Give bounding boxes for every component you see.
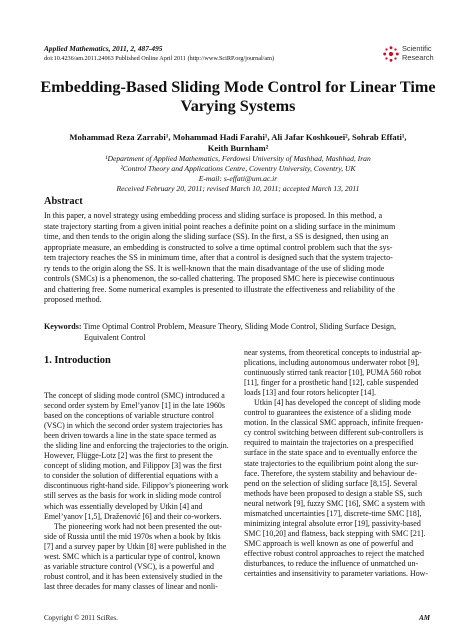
title-line-1: Embedding-Based Sliding Mode Control for Linear Time	[40, 78, 436, 96]
right-column	[244, 348, 430, 579]
intro-line: still serves as the basis for work in sliding mode control	[44, 491, 222, 501]
intro-line: surface in the state space and to eventually enforce the	[244, 448, 418, 458]
intro-line: loads [13] and four rotors helicopter [14].	[244, 388, 377, 398]
intro-line: minimizing integral absolute error [19], passivity-based	[244, 518, 421, 528]
scientific-research-logo-icon	[382, 45, 400, 63]
intro-line: last three decades for many classes of linear and nonli-	[44, 581, 218, 591]
intro-line: as variable structure control (VSC), is a powerful and	[44, 561, 214, 571]
intro-line: mismatched uncertainties [17], discrete-time SMC [18],	[244, 508, 422, 518]
abstract-line: time, and then tends to the origin along the sliding surface (SS). In the first, a SS is designed, then using an	[44, 232, 389, 242]
abstract-line: tem trajectory reaches the SS in minimum time, after that a control is designed such that the system trajecto-	[44, 253, 393, 263]
authors-line-1: Mohammad Reza Zarrabi¹, Mohammad Hadi Farahi¹, Ali Jafar Koshkouei², Sohrab Effati¹,	[69, 132, 407, 142]
intro-line: disturbances, to reduce the influence of unmatched un-	[244, 558, 419, 568]
intro-line: motion. In the classical SMC approach, infinite frequen-	[244, 418, 424, 428]
journal-abbreviation: AM	[419, 614, 430, 622]
intro-line: to consider the solution of differential equations with a	[44, 471, 218, 481]
intro-line: near systems, from theoretical concepts to industrial ap-	[244, 348, 422, 357]
author-email[interactable]: E-mail: s-effati@um.ac.ir	[198, 174, 278, 183]
author-list	[40, 132, 436, 154]
intro-line: state trajectories to the equilibrium point along the sur-	[244, 458, 419, 468]
keywords-line-1: Time Optimal Control Problem, Measure Theory, Sliding Mode Control, Sliding Surface Design,	[81, 322, 397, 331]
paper-title	[40, 78, 436, 115]
intro-line: certainties and insensitivity to parameter variations. How-	[244, 569, 429, 579]
logo-text	[402, 45, 434, 62]
intro-line: which was essentially developed by Utkin [4] and	[44, 501, 203, 511]
intro-line: robust control, and it has been extensively studied in the	[44, 571, 223, 581]
copyright-notice: Copyright © 2011 SciRes.	[44, 614, 118, 622]
intro-line: cy control switching between different sub-controllers is	[244, 428, 424, 438]
abstract-body	[44, 211, 430, 306]
abstract-line: and chattering free. Some numerical examples is presented to illustrate the effectiveness and reliability of the	[44, 284, 396, 294]
intro-line: pend on the selection of sliding surface [8,15]. Several	[244, 478, 418, 488]
intro-line: required to maintain the trajectories on a prespecified	[244, 438, 414, 448]
abstract-heading: Abstract	[44, 196, 83, 207]
intro-line: The pioneering work had not been presented the out-	[54, 521, 222, 531]
intro-line: concept of sliding motion, and Filippov [3] was the first	[44, 461, 222, 471]
authors-line-2: Keith Burnham²	[207, 143, 269, 153]
abstract-line: controls (SMCs) is a phenomenon, the so-called chattering. The proposed SMC here is piecewise continuous	[44, 274, 395, 284]
keywords-line-2: Equivalent Control	[84, 332, 146, 342]
logo-line-1: Scientific	[402, 44, 432, 53]
title-line-2: Varying Systems	[180, 96, 296, 115]
abstract-line: appropriate measure, an embedding is constructed to solve a time optimal control problem such that the sys-	[44, 242, 393, 252]
page-footer	[44, 614, 430, 626]
abstract-line: ry tends to the origin along the SS. It is well-known that the main disadvantage of the use of sliding mode	[44, 263, 385, 273]
intro-line: effective robust control approaches to reject the matched	[244, 548, 424, 558]
intro-line: the sliding line and enforcing the trajectories to the origin.	[44, 441, 229, 451]
intro-line: SMC approach is well known as one of powerful and	[244, 538, 414, 548]
journal-citation: Applied Mathematics, 2011, 2, 487-495	[44, 44, 163, 53]
keywords	[44, 322, 430, 343]
intro-line: (VSC) in which the second order system trajectories has	[44, 421, 223, 431]
intro-line: second order system by Emel’yanov [1] in the late 1960s	[44, 401, 225, 411]
page-header	[44, 44, 464, 78]
received-dates: Received February 20, 2011; revised March 10, 2011; accepted March 13, 2011	[116, 184, 360, 193]
intro-line: SMC [10,20] and flatness, back stepping with SMC [21].	[244, 528, 426, 538]
abstract-line: In this paper, a novel strategy using embedding process and sliding surface is proposed. In this method, a	[44, 211, 383, 220]
logo-line-2: Research	[402, 52, 434, 62]
introduction-heading: 1. Introduction	[44, 355, 111, 366]
keywords-label: Keywords:	[44, 322, 82, 331]
intro-line: face. Therefore, the system stability and behaviour de-	[244, 468, 417, 478]
intro-line: continuously stirred tank reactor [10], PUMA 560 robot	[244, 368, 422, 378]
abstract-line: proposed method.	[44, 295, 102, 305]
intro-line: The concept of sliding mode control (SMC) introduced a	[44, 391, 225, 400]
intro-line: However, Flügge-Lotz [2] was the first to present the	[44, 451, 213, 461]
intro-line: west. SMC which is a particular type of control, known	[44, 551, 221, 561]
intro-line: based on the conceptions of variable structure control	[44, 411, 214, 421]
intro-line: [11], finger for a prosthetic hand [12], cable suspended	[244, 378, 419, 388]
intro-line: discontinuous right-hand side. Filippov’s pioneering work	[44, 481, 229, 491]
doi-line[interactable]: doi:10.4236/am.2011.24063 Published Online April 2011 (http://www.SciRP.org/journal/am)	[44, 55, 275, 62]
intro-line: [7] and a survey paper by Utkin [8] were published in the	[44, 541, 227, 551]
intro-line: methods have been proposed to design a stable SS, such	[244, 488, 423, 498]
abstract-line: state trajectory starting from a given initial point reaches a definite point on a sliding surface in the minimum	[44, 221, 396, 231]
intro-line: been driven towards a line in the state space termed as	[44, 431, 217, 441]
intro-line: neural network [9], fuzzy SMC [16], SMC a system with	[244, 498, 425, 508]
affiliations	[40, 154, 436, 194]
intro-line: Utkin [4] has developed the concept of sliding mode	[254, 398, 421, 408]
affiliation-2: ²Control Theory and Applications Centre, Coventry University, Coventry, UK	[120, 164, 356, 173]
publisher-logo	[382, 42, 454, 68]
intro-line: Emel’yanov [1,5], Draženović [6] and their co-workers.	[44, 511, 222, 521]
affiliation-1: ¹Department of Applied Mathematics, Ferdowsi University of Mashhad, Mashhad, Iran	[105, 154, 371, 163]
left-column	[44, 391, 230, 592]
intro-line: plications, including autonomous underwater robot [9],	[244, 358, 420, 368]
intro-line: control to guarantees the existence of a sliding mode	[244, 408, 412, 418]
intro-line: side of Russia until the mid 1970s when a book by Itkis	[44, 531, 221, 541]
